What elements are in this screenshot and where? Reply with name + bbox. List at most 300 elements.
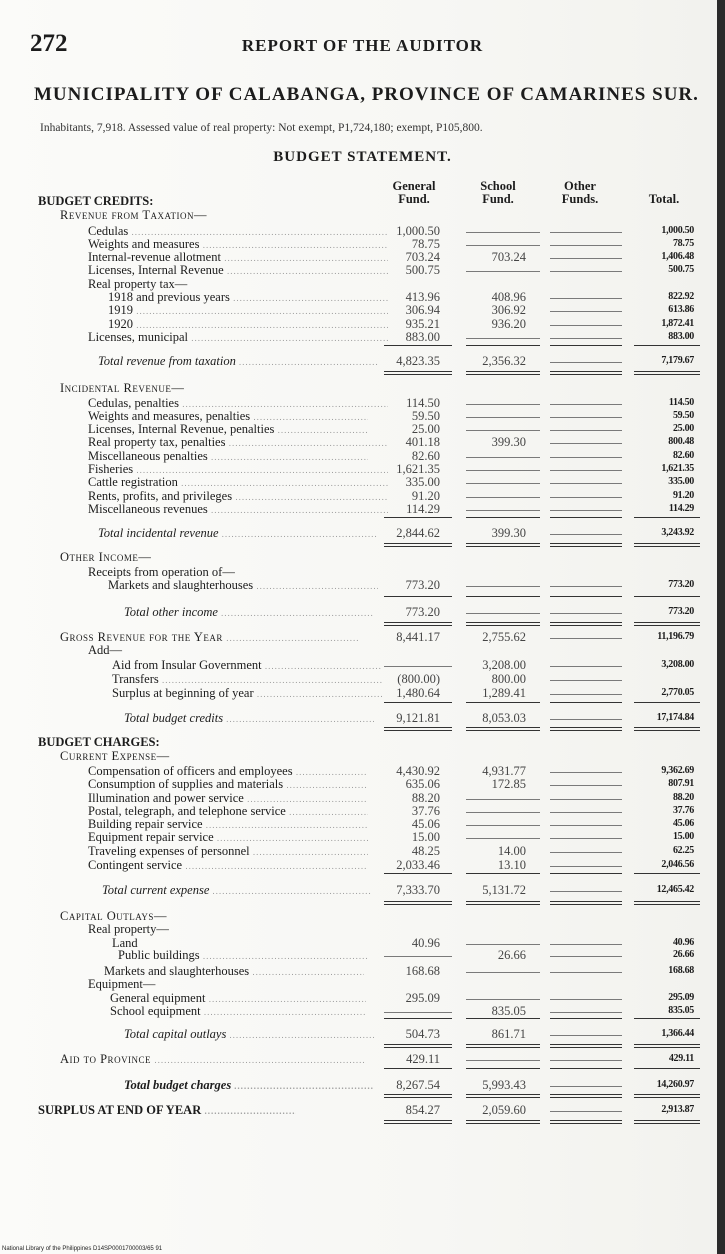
school-fund-value: 3,208.00	[482, 658, 526, 672]
general-fund-value: 48.25	[411, 844, 440, 858]
total-value: 822.92	[668, 291, 694, 302]
column-rule	[634, 1123, 700, 1124]
row-label: SURPLUS AT END OF YEAR .....	[38, 1103, 296, 1118]
school-fund-value: 172.85	[491, 777, 526, 791]
empty-cell-dash	[550, 999, 622, 1000]
budget-row	[0, 735, 725, 749]
school-fund-value: 5,131.72	[482, 883, 526, 897]
column-rule	[466, 873, 540, 874]
column-rule	[384, 625, 452, 626]
column-rule	[634, 1097, 700, 1098]
empty-cell-dash	[550, 497, 622, 498]
empty-cell-dash	[466, 457, 540, 458]
budget-row	[0, 948, 725, 962]
general-fund-value: (800.00)	[397, 672, 440, 686]
row-label: Internal-revenue allotment .....	[88, 250, 388, 265]
inhabitants-line: Inhabitants, 7,918. Assessed value of real property: Not exempt, P1,724,180; exempt, P105,800.	[40, 122, 483, 134]
column-rule	[466, 901, 540, 902]
empty-cell-dash	[466, 613, 540, 614]
column-rule	[466, 904, 540, 905]
empty-cell-dash	[550, 666, 622, 667]
total-value: 9,362.69	[661, 765, 694, 776]
total-value: 1,366.44	[661, 1028, 694, 1039]
general-fund-value: 295.09	[405, 991, 440, 1005]
empty-cell-dash	[550, 258, 622, 259]
column-rule	[550, 1047, 622, 1048]
school-fund-value: 1,289.41	[482, 686, 526, 700]
empty-cell-dash	[550, 972, 622, 973]
total-value: 62.25	[672, 845, 694, 856]
total-value: 429.11	[668, 1053, 694, 1064]
empty-cell-dash	[466, 1060, 540, 1061]
general-fund-value: 114.29	[406, 502, 440, 516]
column-rule	[550, 1044, 622, 1045]
budget-row	[0, 1103, 725, 1117]
row-label: BUDGET CHARGES:	[38, 735, 160, 749]
budget-row	[0, 749, 725, 763]
scan-footer: National Library of the Philippines D14SP0001700003/65 91	[2, 1246, 163, 1252]
total-value: 613.86	[668, 304, 694, 315]
budget-row	[0, 1027, 725, 1041]
column-rule	[550, 345, 622, 346]
budget-row	[0, 381, 725, 395]
empty-cell-dash	[550, 232, 622, 233]
empty-cell-dash	[550, 694, 622, 695]
row-label: School equipment .....	[110, 1004, 366, 1019]
total-value: 17,174.84	[656, 712, 694, 723]
column-rule	[384, 873, 452, 874]
total-value: 168.68	[668, 965, 694, 976]
column-rule	[384, 596, 452, 597]
total-value: 1,872.41	[661, 318, 694, 329]
column-rule	[466, 1120, 540, 1121]
column-rule	[634, 702, 700, 703]
budget-row	[0, 422, 725, 436]
column-rule	[634, 345, 700, 346]
budget-row	[0, 817, 725, 831]
row-label: Total current expense .....	[102, 883, 372, 898]
column-rule	[550, 702, 622, 703]
row-label: General equipment .....	[110, 991, 366, 1006]
school-fund-value: 936.20	[491, 317, 526, 331]
column-rule	[466, 702, 540, 703]
row-label: Markets and slaughterhouses .....	[108, 578, 378, 593]
total-value: 807.91	[668, 778, 694, 789]
column-rule	[466, 345, 540, 346]
column-rule	[466, 546, 540, 547]
row-label: Total capital outlays .....	[124, 1027, 374, 1042]
column-rule	[384, 1094, 452, 1095]
general-fund-value: 854.27	[405, 1103, 440, 1117]
general-fund-value: 91.20	[411, 489, 440, 503]
empty-cell-dash	[550, 404, 622, 405]
general-fund-value: 935.21	[405, 317, 440, 331]
budget-row	[0, 303, 725, 317]
row-label: Public buildings .....	[118, 948, 368, 963]
empty-cell-dash	[466, 838, 540, 839]
empty-cell-dash	[550, 534, 622, 535]
budget-statement-title: BUDGET STATEMENT.	[273, 149, 452, 165]
school-fund-value: 399.30	[491, 526, 526, 540]
col-header-total: Total.	[648, 192, 680, 206]
budget-row	[0, 672, 725, 686]
column-rule	[466, 622, 540, 623]
column-rule	[550, 727, 622, 728]
budget-row	[0, 643, 725, 657]
column-rule	[384, 371, 452, 372]
row-label: Weights and measures, penalties .....	[88, 409, 368, 424]
row-label: Building repair service .....	[88, 817, 368, 832]
empty-cell-dash	[550, 1086, 622, 1087]
budget-row	[0, 830, 725, 844]
row-label: Total budget charges .....	[124, 1078, 374, 1093]
row-label: Total budget credits .....	[124, 711, 374, 726]
column-rule	[634, 1094, 700, 1095]
row-label: Miscellaneous penalties .....	[88, 449, 368, 464]
empty-cell-dash	[550, 1035, 622, 1036]
column-rule	[634, 1047, 700, 1048]
empty-cell-dash	[466, 245, 540, 246]
column-rule	[550, 625, 622, 626]
empty-cell-dash	[466, 944, 540, 945]
empty-cell-dash	[550, 311, 622, 312]
column-rule	[634, 546, 700, 547]
total-value: 500.75	[668, 264, 694, 275]
column-rule	[466, 730, 540, 731]
general-fund-value: 883.00	[405, 330, 440, 344]
empty-cell-dash	[550, 271, 622, 272]
col-header-school: School Fund.	[480, 179, 516, 206]
column-rule	[384, 1123, 452, 1124]
column-rule	[384, 901, 452, 902]
empty-cell-dash	[550, 680, 622, 681]
empty-cell-dash	[466, 825, 540, 826]
column-rule	[634, 730, 700, 731]
budget-row	[0, 922, 725, 936]
total-value: 26.66	[672, 949, 694, 960]
column-rule	[550, 1018, 622, 1019]
empty-cell-dash	[466, 417, 540, 418]
row-label: Other Income—	[60, 550, 152, 564]
total-value: 82.60	[672, 450, 694, 461]
column-rule	[634, 622, 700, 623]
general-fund-value: 37.76	[411, 804, 440, 818]
column-rule	[550, 543, 622, 544]
budget-row	[0, 791, 725, 805]
school-fund-value: 703.24	[491, 250, 526, 264]
column-rule	[466, 1018, 540, 1019]
general-fund-value: 635.06	[405, 777, 440, 791]
total-value: 835.05	[668, 1005, 694, 1016]
budget-row	[0, 991, 725, 1005]
budget-row	[0, 502, 725, 516]
total-value: 12,465.42	[656, 884, 694, 895]
column-rule	[634, 904, 700, 905]
empty-cell-dash	[550, 825, 622, 826]
school-fund-value: 5,993.43	[482, 1078, 526, 1092]
empty-cell-dash	[466, 404, 540, 405]
school-fund-value: 306.92	[491, 303, 526, 317]
general-fund-value: 773.20	[405, 605, 440, 619]
general-fund-value: 8,441.17	[396, 630, 440, 644]
column-rule	[466, 1094, 540, 1095]
row-label: Miscellaneous revenues .....	[88, 502, 388, 517]
empty-cell-dash	[550, 443, 622, 444]
budget-row	[0, 277, 725, 291]
empty-cell-dash	[550, 338, 622, 339]
row-label: Traveling expenses of personnel .....	[88, 844, 368, 859]
column-rule	[550, 371, 622, 372]
budget-row	[0, 844, 725, 858]
column-rule	[550, 1120, 622, 1121]
budget-row	[0, 317, 725, 331]
budget-row	[0, 208, 725, 222]
general-fund-value: 429.11	[406, 1052, 440, 1066]
general-fund-value: 9,121.81	[396, 711, 440, 725]
column-rule	[550, 873, 622, 874]
general-fund-value: 1,621.35	[396, 462, 440, 476]
total-value: 2,046.56	[661, 859, 694, 870]
total-value: 800.48	[668, 436, 694, 447]
column-rule	[384, 345, 452, 346]
row-label: Total other income .....	[124, 605, 374, 620]
general-fund-value: 773.20	[405, 578, 440, 592]
column-rule	[384, 1097, 452, 1098]
total-value: 773.20	[668, 606, 694, 617]
column-rule	[634, 1044, 700, 1045]
row-label: Cattle registration .....	[88, 475, 388, 490]
row-label: Total revenue from taxation .....	[98, 354, 378, 369]
budget-row	[0, 565, 725, 579]
row-label: Land	[112, 936, 138, 950]
total-value: 1,621.35	[661, 463, 694, 474]
total-value: 3,243.92	[661, 527, 694, 538]
empty-cell-dash	[466, 812, 540, 813]
row-label: Illumination and power service .....	[88, 791, 368, 806]
general-fund-value: 88.20	[411, 791, 440, 805]
school-fund-value: 13.10	[497, 858, 526, 872]
row-label: Current Expense—	[60, 749, 170, 763]
empty-cell-dash	[466, 232, 540, 233]
row-label: 1918 and previous years .....	[108, 290, 388, 305]
row-label: Postal, telegraph, and telephone service .....	[88, 804, 368, 819]
budget-row	[0, 550, 725, 564]
empty-cell-dash	[550, 838, 622, 839]
column-rule	[550, 1123, 622, 1124]
column-rule	[384, 1044, 452, 1045]
total-value: 45.06	[672, 818, 694, 829]
column-rule	[550, 622, 622, 623]
budget-row	[0, 1004, 725, 1018]
budget-row	[0, 858, 725, 872]
school-fund-value: 2,755.62	[482, 630, 526, 644]
general-fund-value: 7,333.70	[396, 883, 440, 897]
row-label: Aid to Province .....	[60, 1052, 366, 1067]
column-rule	[550, 901, 622, 902]
empty-cell-dash	[466, 999, 540, 1000]
budget-row	[0, 977, 725, 991]
column-rule	[550, 1094, 622, 1095]
empty-cell-dash	[550, 852, 622, 853]
empty-cell-dash	[466, 586, 540, 587]
column-rule	[634, 1120, 700, 1121]
total-value: 883.00	[668, 331, 694, 342]
general-fund-value: 500.75	[405, 263, 440, 277]
school-fund-value: 8,053.03	[482, 711, 526, 725]
municipality-heading: MUNICIPALITY OF CALABANGA, PROVINCE OF CAMARINES SUR.	[34, 84, 699, 105]
row-label: Contingent service .....	[88, 858, 368, 873]
column-rule	[384, 1068, 452, 1069]
budget-row	[0, 475, 725, 489]
row-label: Capital Outlays—	[60, 909, 167, 923]
total-value: 15.00	[672, 831, 694, 842]
column-rule	[384, 1018, 452, 1019]
column-rule	[550, 730, 622, 731]
row-label: 1919 .....	[108, 303, 388, 318]
general-fund-value: 168.68	[405, 964, 440, 978]
total-value: 78.75	[672, 238, 694, 249]
budget-row	[0, 964, 725, 978]
general-fund-value: 401.18	[405, 435, 440, 449]
row-label: Gross Revenue for the Year .....	[60, 630, 360, 645]
budget-row	[0, 578, 725, 592]
empty-cell-dash	[550, 866, 622, 867]
general-fund-value: 1,480.64	[396, 686, 440, 700]
column-rule	[634, 1068, 700, 1069]
general-fund-value: 114.50	[406, 396, 440, 410]
empty-cell-dash	[466, 972, 540, 973]
general-fund-value: 504.73	[405, 1027, 440, 1041]
row-label: Surplus at beginning of year .....	[112, 686, 382, 701]
budget-row	[0, 435, 725, 449]
budget-row	[0, 658, 725, 672]
general-fund-value: 4,430.92	[396, 764, 440, 778]
column-rule	[384, 374, 452, 375]
row-label: Compensation of officers and employees .....	[88, 764, 368, 779]
row-label: BUDGET CREDITS:	[38, 194, 154, 208]
column-rule	[466, 1044, 540, 1045]
general-fund-value: 2,844.62	[396, 526, 440, 540]
empty-cell-dash	[550, 1012, 622, 1013]
budget-row	[0, 409, 725, 423]
column-rule	[466, 1097, 540, 1098]
column-rule	[466, 374, 540, 375]
budget-row	[0, 605, 725, 619]
empty-cell-dash	[384, 666, 452, 667]
column-rule	[384, 730, 452, 731]
empty-cell-dash	[550, 719, 622, 720]
row-label: Licenses, Internal Revenue .....	[88, 263, 388, 278]
row-label: Real property—	[88, 922, 169, 936]
column-rule	[466, 596, 540, 597]
report-title: REPORT OF THE AUDITOR	[241, 36, 484, 55]
school-fund-value: 2,356.32	[482, 354, 526, 368]
column-rule	[634, 625, 700, 626]
total-value: 2,913.87	[661, 1104, 694, 1115]
budget-row	[0, 526, 725, 540]
total-value: 1,000.50	[661, 225, 694, 236]
column-rule	[384, 622, 452, 623]
general-fund-value: 335.00	[405, 475, 440, 489]
column-rule	[384, 1047, 452, 1048]
empty-cell-dash	[550, 638, 622, 639]
budget-row	[0, 263, 725, 277]
empty-cell-dash	[550, 325, 622, 326]
column-rule	[634, 543, 700, 544]
empty-cell-dash	[550, 812, 622, 813]
empty-cell-dash	[550, 510, 622, 511]
column-rule	[466, 371, 540, 372]
budget-row	[0, 194, 725, 208]
empty-cell-dash	[466, 799, 540, 800]
total-value: 25.00	[672, 423, 694, 434]
empty-cell-dash	[550, 298, 622, 299]
general-fund-value: 25.00	[411, 422, 440, 436]
general-fund-value: 82.60	[411, 449, 440, 463]
total-value: 773.20	[668, 579, 694, 590]
empty-cell-dash	[466, 510, 540, 511]
empty-cell-dash	[550, 799, 622, 800]
empty-cell-dash	[550, 417, 622, 418]
column-rule	[550, 374, 622, 375]
row-label: Revenue from Taxation—	[60, 208, 207, 222]
column-rule	[550, 546, 622, 547]
row-label: Real property tax, penalties .....	[88, 435, 388, 450]
row-label: 1920 .....	[108, 317, 388, 332]
budget-row	[0, 777, 725, 791]
column-rule	[384, 543, 452, 544]
empty-cell-dash	[550, 586, 622, 587]
row-label: Equipment—	[88, 977, 156, 991]
empty-cell-dash	[550, 457, 622, 458]
row-label: Equipment repair service .....	[88, 830, 368, 845]
empty-cell-dash	[550, 785, 622, 786]
column-rule	[466, 1123, 540, 1124]
column-rule	[550, 1068, 622, 1069]
budget-row	[0, 224, 725, 238]
column-rule	[466, 1068, 540, 1069]
column-rule	[466, 517, 540, 518]
budget-row	[0, 1052, 725, 1066]
general-fund-value: 4,823.35	[396, 354, 440, 368]
budget-row	[0, 630, 725, 644]
column-rule	[634, 727, 700, 728]
empty-cell-dash	[466, 338, 540, 339]
budget-row	[0, 237, 725, 251]
empty-cell-dash	[550, 891, 622, 892]
total-value: 37.76	[672, 805, 694, 816]
empty-cell-dash	[466, 430, 540, 431]
row-label: Total incidental revenue .....	[98, 526, 378, 541]
row-label: Weights and measures .....	[88, 237, 388, 252]
row-label: Cedulas .....	[88, 224, 388, 239]
total-value: 59.50	[672, 410, 694, 421]
column-rule	[550, 517, 622, 518]
empty-cell-dash	[550, 483, 622, 484]
total-value: 91.20	[672, 490, 694, 501]
row-label: Incidental Revenue—	[60, 381, 185, 395]
empty-cell-dash	[550, 245, 622, 246]
general-fund-value: 8,267.54	[396, 1078, 440, 1092]
col-header-other: Other Funds.	[561, 179, 599, 206]
total-value: 2,770.05	[661, 687, 694, 698]
empty-cell-dash	[466, 470, 540, 471]
row-label: Real property tax—	[88, 277, 188, 291]
empty-cell-dash	[466, 483, 540, 484]
column-rule	[384, 727, 452, 728]
row-label: Transfers .....	[112, 672, 382, 687]
empty-cell-dash	[466, 497, 540, 498]
